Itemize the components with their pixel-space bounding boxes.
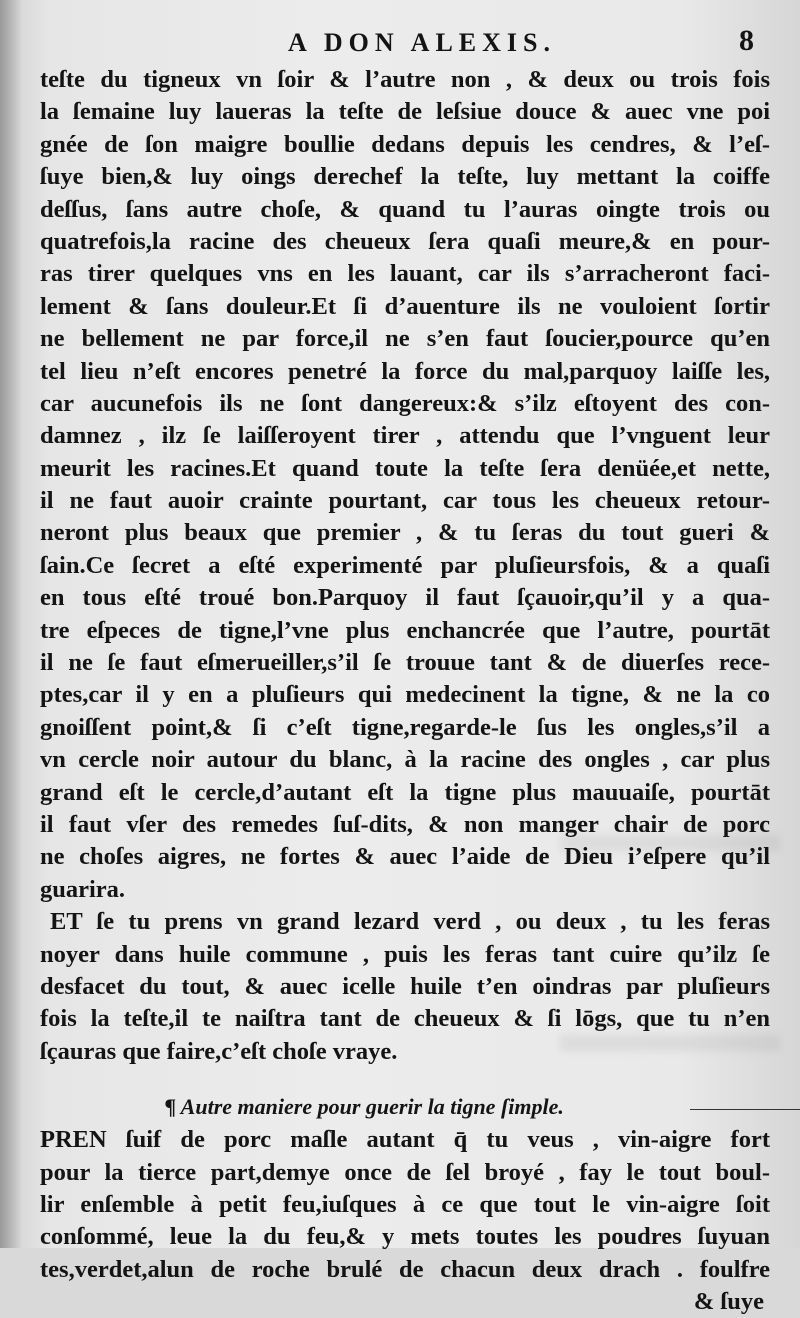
text-line: guarira. xyxy=(40,875,126,903)
page-body xyxy=(40,64,770,1318)
text-line: quatrefois,la racine des cheueux ſera quaſi meure,& en pour- xyxy=(40,227,770,255)
paragraph-2 xyxy=(40,906,770,1068)
text-line: vn cercle noir autour du blanc, à la racine des ongles , car plus xyxy=(40,746,770,774)
text-line: neront plus beaux que premier , & tu ſeras du tout gueri & xyxy=(40,519,770,547)
text-line: gnoiſſent point,& ſi c’eſt tigne,regarde-le ſus les ongles,s’il a xyxy=(40,713,770,741)
text-line: pour la tierce part,demye once de ſel broyé , fay le tout boul- xyxy=(40,1158,770,1186)
text-line: desfacet du tout, & auec icelle huile t’en oindras par pluſieurs xyxy=(40,972,770,1000)
text-line: ne bellement ne par force,il ne s’en faut ſoucier,pource qu’en xyxy=(40,325,770,353)
section-title-text: ¶ Autre maniere pour guerir la tigne ſimple. xyxy=(165,1094,564,1120)
text-line: la ſemaine luy laueras la teſte de leſsiue douce & auec vne poi xyxy=(40,98,770,126)
text-line: meurit les racines.Et quand toute la teſte ſera denüée,et nette, xyxy=(40,454,770,482)
text-line: il ne ſe faut eſmerueiller,s’il ſe trouue tant & de diuerſes rece- xyxy=(40,649,770,677)
text-line: ſuye bien,& luy oings derechef la teſte, luy mettant la coiffe xyxy=(40,163,770,191)
text-line: ne choſes aigres, ne fortes & auec l’aide de Dieu i’eſpere qu’il xyxy=(40,843,770,871)
text-line: ſain.Ce ſecret a eſté experimenté par pluſieursfois, & a quaſi xyxy=(40,551,770,579)
text-line: tes,verdet,alun de roche brulé de chacun deux drach . foulfre xyxy=(40,1255,770,1283)
section-title xyxy=(40,1090,770,1124)
catchword: & ſuye xyxy=(693,1288,764,1316)
text-line: noyer dans huile commune , puis les feras tant cuire qu’ilz ſe xyxy=(40,940,770,968)
text-line: lir enſemble à petit feu,iuſques à ce que tout le vin-aigre ſoit xyxy=(40,1190,770,1218)
text-line: tel lieu n’eſt encores penetré la force du mal,parquoy laiſſe les, xyxy=(40,357,770,385)
text-line: ET ſe tu prens vn grand lezard verd , ou deux , tu les feras xyxy=(50,908,770,936)
section-spacer xyxy=(40,1068,770,1090)
running-head: A DON ALEXIS. xyxy=(288,28,556,57)
page-number: 8 xyxy=(739,24,754,57)
text-line: lement & ſans douleur.Et ſi d’auenture ils ne vouloient ſortir xyxy=(40,292,770,320)
text-line: il faut vſer des remedes ſuſ-dits, & non manger chair de porc xyxy=(40,810,770,838)
text-line: conſommé, leue la du feu,& y mets toutes les poudres ſuyuan xyxy=(40,1223,770,1251)
text-line: grand eſt le cercle,d’autant eſt la tigne plus mauuaiſe, pourtāt xyxy=(40,778,770,806)
margin-rule xyxy=(690,1109,800,1110)
text-line: ſçauras que faire,c’eſt choſe vraye. xyxy=(40,1037,398,1065)
paragraph-3 xyxy=(40,1124,770,1286)
text-line: en tous eſté troué bon.Parquoy il faut ſçauoir,qu’il y a qua- xyxy=(40,584,770,612)
text-line: damnez , ilz ſe laiſſeroyent tirer , attendu que l’vnguent leur xyxy=(40,422,770,450)
text-line: teſte du tigneux vn ſoir & l’autre non , & deux ou trois fois xyxy=(40,66,770,93)
text-line: il ne faut auoir crainte pourtant, car tous les cheueux retour- xyxy=(40,487,770,515)
text-line: car aucunefois ils ne ſont dangereux:& s’ilz eſtoyent des con- xyxy=(40,389,770,417)
text-line: deſſus, ſans autre choſe, & quand tu l’auras oingte trois ou xyxy=(40,195,770,223)
text-line: PREN ſuif de porc maſle autant q̄ tu veus , vin-aigre fort xyxy=(40,1126,770,1154)
page-header xyxy=(0,24,800,64)
text-line: tre eſpeces de tigne,l’vne plus enchancrée que l’autre, pourtāt xyxy=(40,616,770,644)
text-line: gnée de ſon maigre boullie dedans depuis les cendres, & l’eſ- xyxy=(40,130,770,158)
text-line: fois la teſte,il te naiſtra tant de cheueux & ſi lōgs, que tu n’en xyxy=(40,1005,770,1033)
paragraph-1 xyxy=(40,64,770,906)
text-line: ptes,car il y en a pluſieurs qui medecinent la tigne, & ne la co xyxy=(40,681,770,709)
text-line: ras tirer quelques vns en les lauant, car ils s’arracheront faci- xyxy=(40,260,770,288)
